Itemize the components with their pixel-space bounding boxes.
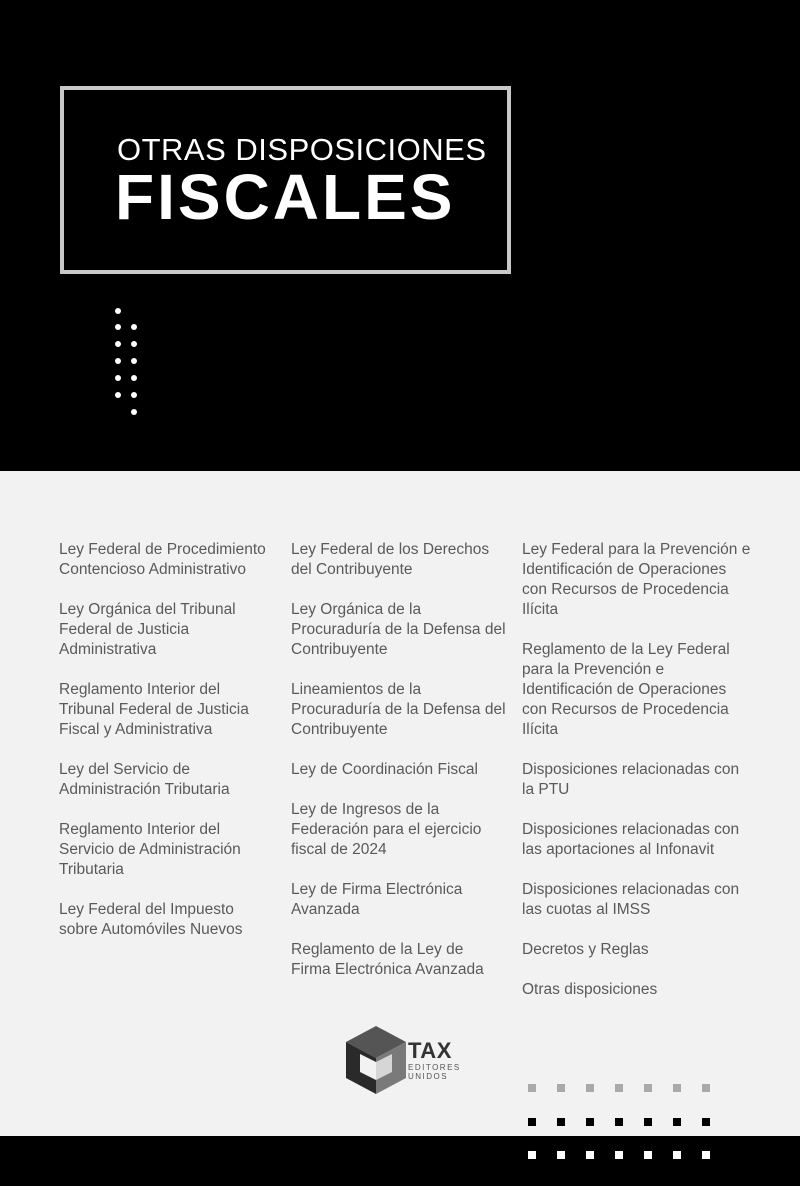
decorative-square: [673, 1151, 681, 1159]
decorative-dot: [131, 341, 137, 347]
contents-column-2: [291, 540, 506, 1000]
cover-top-band: [0, 0, 800, 471]
contents-column-3: [522, 540, 752, 1020]
decorative-dot: [115, 341, 121, 347]
title-frame: [60, 86, 511, 274]
contents-item: Reglamento de la Ley de Firma Electrónica Avanzada: [291, 941, 484, 978]
decorative-square: [586, 1118, 594, 1126]
decorative-square: [528, 1151, 536, 1159]
decorative-dot: [131, 392, 137, 398]
contents-item: Ley Federal de Procedimiento Contencioso Administrativo: [59, 541, 266, 578]
contents-item: Lineamientos de la Procuraduría de la Defensa del Contribuyente: [291, 681, 506, 738]
contents-item: Ley Orgánica del Tribunal Federal de Justicia Administrativa: [59, 601, 236, 658]
decorative-square: [644, 1118, 652, 1126]
contents-item: Ley de Firma Electrónica Avanzada: [291, 881, 463, 918]
contents-item: Reglamento Interior del Tribunal Federal de Justicia Fiscal y Administrativa: [59, 681, 249, 738]
decorative-square: [557, 1151, 565, 1159]
decorative-dot: [115, 392, 121, 398]
decorative-square: [557, 1084, 565, 1092]
contents-item: Disposiciones relacionadas con las aportaciones al Infonavit: [522, 821, 740, 858]
contents-item: Ley Federal de los Derechos del Contribuyente: [291, 541, 490, 578]
decorative-square: [615, 1151, 623, 1159]
decorative-dot: [115, 308, 121, 314]
logo-subtext-2: UNIDOS: [408, 1072, 449, 1081]
decorative-dot: [115, 324, 121, 330]
decorative-square: [615, 1118, 623, 1126]
contents-item: Otras disposiciones: [522, 981, 658, 998]
contents-item: Disposiciones relacionadas con las cuotas al IMSS: [522, 881, 740, 918]
decorative-dot: [115, 375, 121, 381]
decorative-square: [644, 1084, 652, 1092]
title-line-1: OTRAS DISPOSICIONES: [117, 132, 487, 167]
publisher-logo: [344, 1024, 461, 1096]
decorative-dot: [131, 409, 137, 415]
cover-bottom-band: [0, 1136, 800, 1186]
contents-item: Ley Federal para la Prevención e Identificación de Operaciones con Recursos de Procedencia Ilícita: [522, 541, 751, 618]
contents-item: Ley de Ingresos de la Federación para el ejercicio fiscal de 2024: [291, 801, 482, 858]
cube-logo-icon: [344, 1024, 408, 1096]
decorative-square: [702, 1084, 710, 1092]
decorative-square: [702, 1118, 710, 1126]
decorative-square: [615, 1084, 623, 1092]
contents-item: Disposiciones relacionadas con la PTU: [522, 761, 740, 798]
decorative-square: [673, 1084, 681, 1092]
contents-item: Ley Federal del Impuesto sobre Automóviles Nuevos: [59, 901, 243, 938]
contents-item: Reglamento de la Ley Federal para la Prevención e Identificación de Operaciones con Recursos de Procedencia Ilícita: [522, 641, 730, 738]
contents-item: Ley del Servicio de Administración Tributaria: [59, 761, 230, 798]
decorative-square: [586, 1151, 594, 1159]
decorative-dot: [115, 358, 121, 364]
decorative-square: [644, 1151, 652, 1159]
decorative-square: [702, 1151, 710, 1159]
decorative-square: [673, 1118, 681, 1126]
decorative-square: [586, 1084, 594, 1092]
logo-wordmark: TAX: [408, 1038, 452, 1063]
contents-item: Reglamento Interior del Servicio de Administración Tributaria: [59, 821, 241, 878]
contents-item: Ley Orgánica de la Procuraduría de la Defensa del Contribuyente: [291, 601, 506, 658]
logo-subtext-1: EDITORES: [408, 1063, 461, 1072]
contents-item: Ley de Coordinación Fiscal: [291, 761, 478, 778]
decorative-square: [528, 1084, 536, 1092]
contents-item: Decretos y Reglas: [522, 941, 649, 958]
decorative-square: [557, 1118, 565, 1126]
decorative-dot: [131, 358, 137, 364]
title-line-2: FISCALES: [115, 161, 456, 233]
decorative-square: [528, 1118, 536, 1126]
decorative-dot: [131, 375, 137, 381]
contents-column-1: [59, 540, 274, 960]
decorative-dot: [131, 324, 137, 330]
